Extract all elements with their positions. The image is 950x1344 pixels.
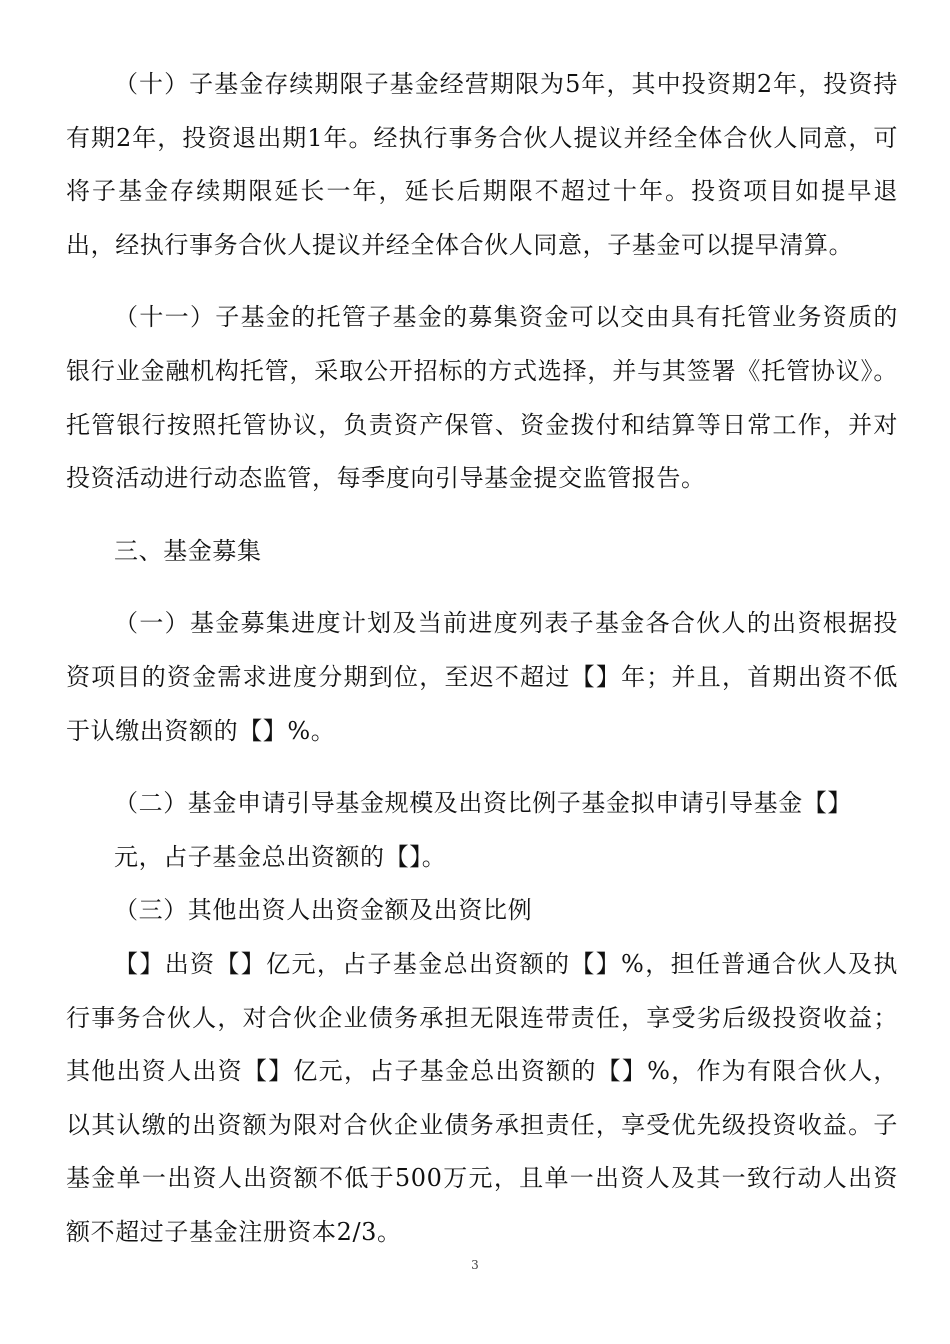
paragraph-guidance-fund-ratio: 元，占子基金总出资额的【】。 bbox=[114, 842, 447, 871]
document-body bbox=[66, 58, 898, 1259]
section-heading-fundraising: 三、基金募集 bbox=[114, 536, 262, 565]
page-number: 3 bbox=[471, 1258, 479, 1272]
subheading-other-investors: （三）其他出资人出资金额及出资比例 bbox=[114, 896, 533, 925]
paragraph-term: （十）子基金存续期限子基金经营期限为5年，其中投资期2年，投资持有期2年，投资退出期1年。经执行事务合伙人提议并经全体合伙人同意，可将子基金存续期限延长一年，延长后期限不超过十年。投资项目如提早退出，经执行事务合伙人提议并经全体合伙人同意，子基金可以提早清算。 bbox=[66, 70, 898, 259]
paragraph-custody: （十一）子基金的托管子基金的募集资金可以交由具有托管业务资质的银行业金融机构托管，采取公开招标的方式选择，并与其签署《托管协议》。托管银行按照托管协议，负责资产保管、资金拨付和结算等日常工作，并对投资活动进行动态监管，每季度向引导基金提交监管报告。 bbox=[66, 303, 898, 493]
paragraph-guidance-fund-scale: （二）基金申请引导基金规模及出资比例子基金拟申请引导基金【】 bbox=[114, 789, 852, 818]
paragraph-fundraising-schedule: （一）基金募集进度计划及当前进度列表子基金各合伙人的出资根据投资项目的资金需求进度分期到位，至迟不超过【】年；并且，首期出资不低于认缴出资额的【】%。 bbox=[66, 609, 898, 745]
paragraph-other-investors: 【】出资【】亿元，占子基金总出资额的【】%，担任普通合伙人及执行事务合伙人，对合伙企业债务承担无限连带责任，享受劣后级投资收益；其他出资人出资【】亿元，占子基金总出资额的【】%，作为有限合伙人，以其认缴的出资额为限对合伙企业债务承担责任，享受优先级投资收益。子基金单一出资人出资额不低于500万元，且单一出资人及其一致行动人出资额不超过子基金注册资本2/3。 bbox=[66, 949, 898, 1246]
